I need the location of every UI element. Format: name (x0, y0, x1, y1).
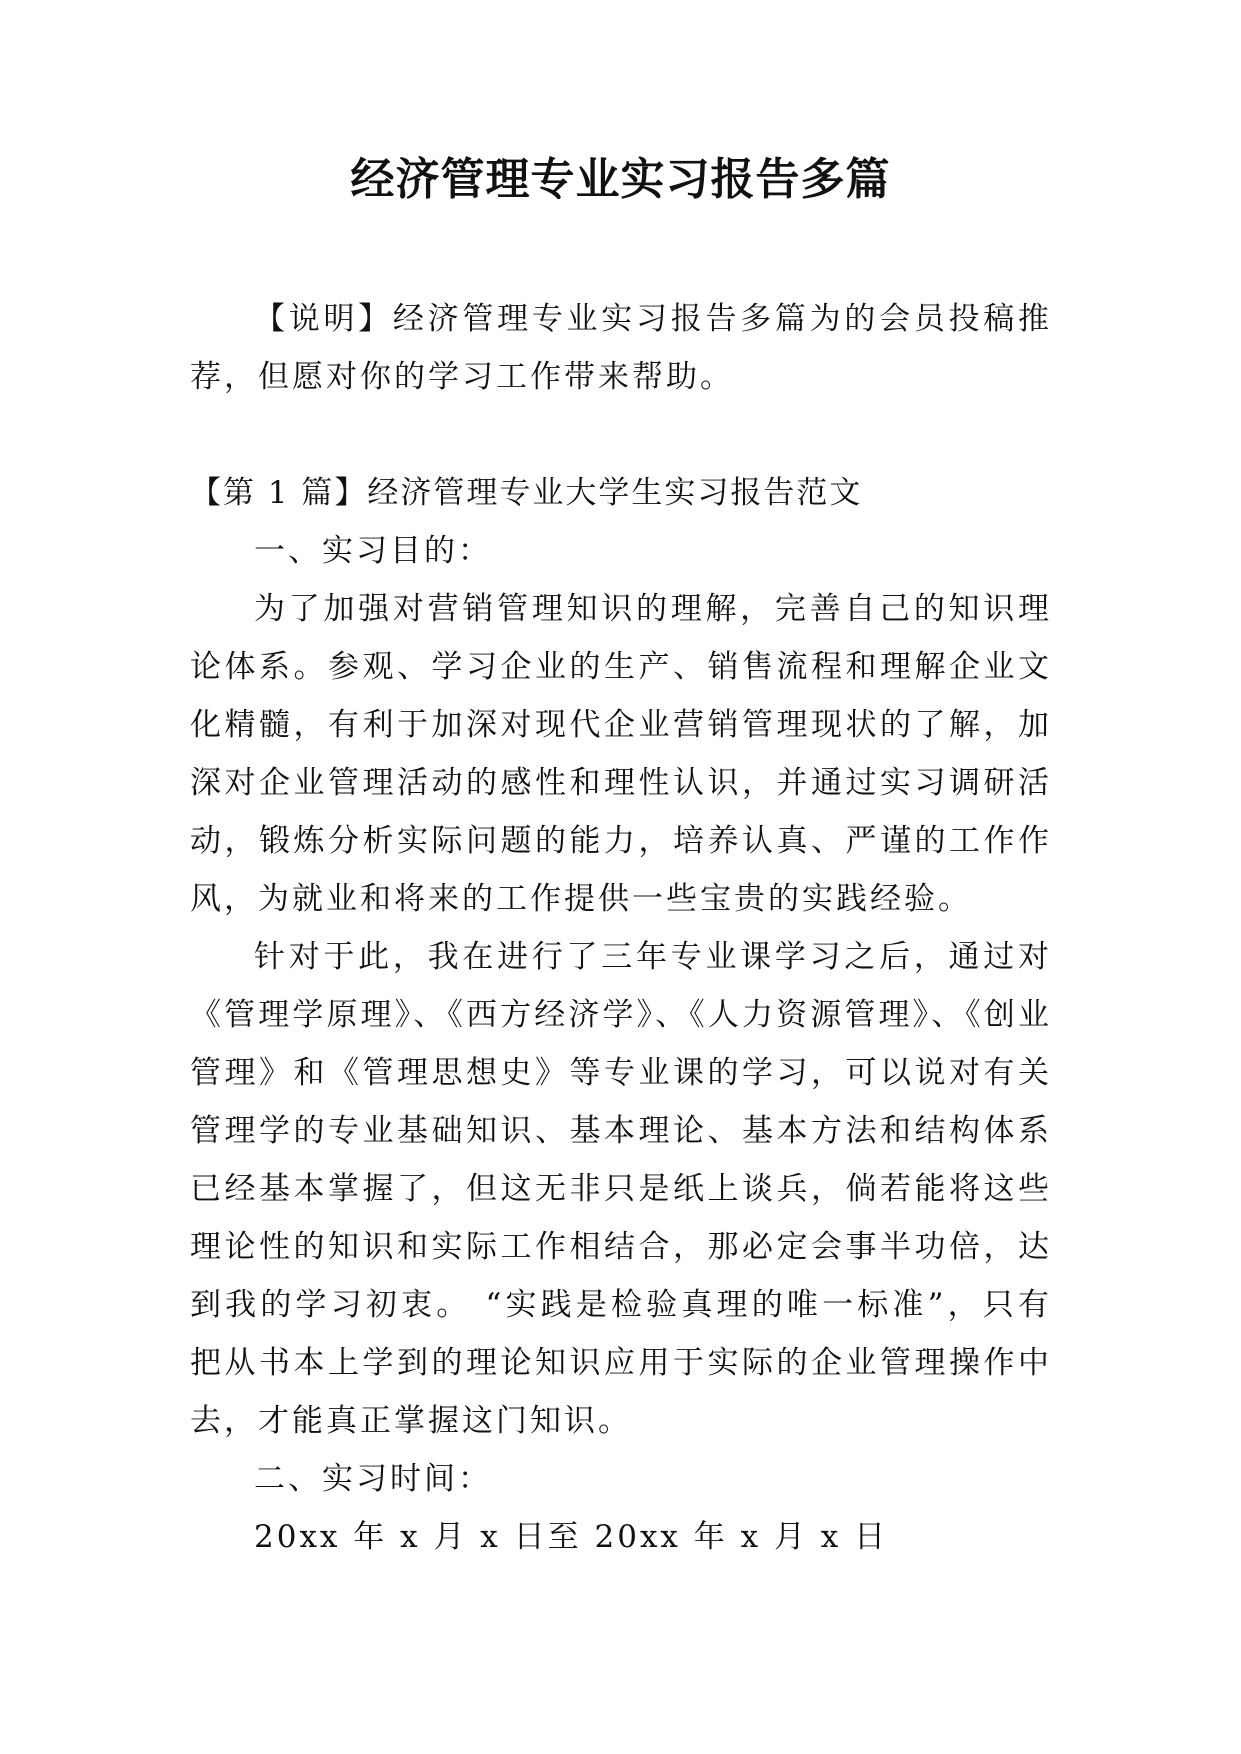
document-title: 经济管理专业实习报告多篇 (350, 154, 891, 205)
section-heading-purpose: 一、实习目的： (254, 533, 492, 569)
paragraph-study-background: 针对于此，我在进行了三年专业课学习之后，通过对《管理学原理》、《西方经济学》、《人力资源管理》、《创业管理》和《管理思想史》等专业课的学习，可以说对有关管理学的专业基础知识、基本理论、基本方法和结构体系已经基本掌握了，但这无非只是纸上谈兵，倘若能将这些理论性的知识和实际工作相结合，那必定会事半功倍，达到我的学习初衷。 “实践是检验真理的唯一标准”，只有把从书本上学到的理论知识应用于实际的企业管理操作中去，才能真正掌握这门知识。 (190, 939, 1052, 1439)
paragraph-time: 20xx 年 x 月 x 日至 20xx 年 x 月 x 日 (254, 1519, 889, 1555)
chapter-heading: 【第 1 篇】经济管理专业大学生实习报告范文 (190, 475, 863, 511)
main-content (190, 522, 1052, 1566)
section-heading-time: 二、实习时间： (254, 1461, 492, 1497)
document-note: 【说明】经济管理专业实习报告多篇为的会员投稿推荐，但愿对你的学习工作带来帮助。 (190, 301, 1052, 395)
paragraph-purpose: 为了加强对营销管理知识的理解，完善自己的知识理论体系。参观、学习企业的生产、销售流程和理解企业文化精髓，有利于加深对现代企业营销管理现状的了解，加深对企业管理活动的感性和理性认识，并通过实习调研活动，锻炼分析实际问题的能力，培养认真、严谨的工作作风，为就业和将来的工作提供一些宝贵的实践经验。 (190, 591, 1052, 917)
